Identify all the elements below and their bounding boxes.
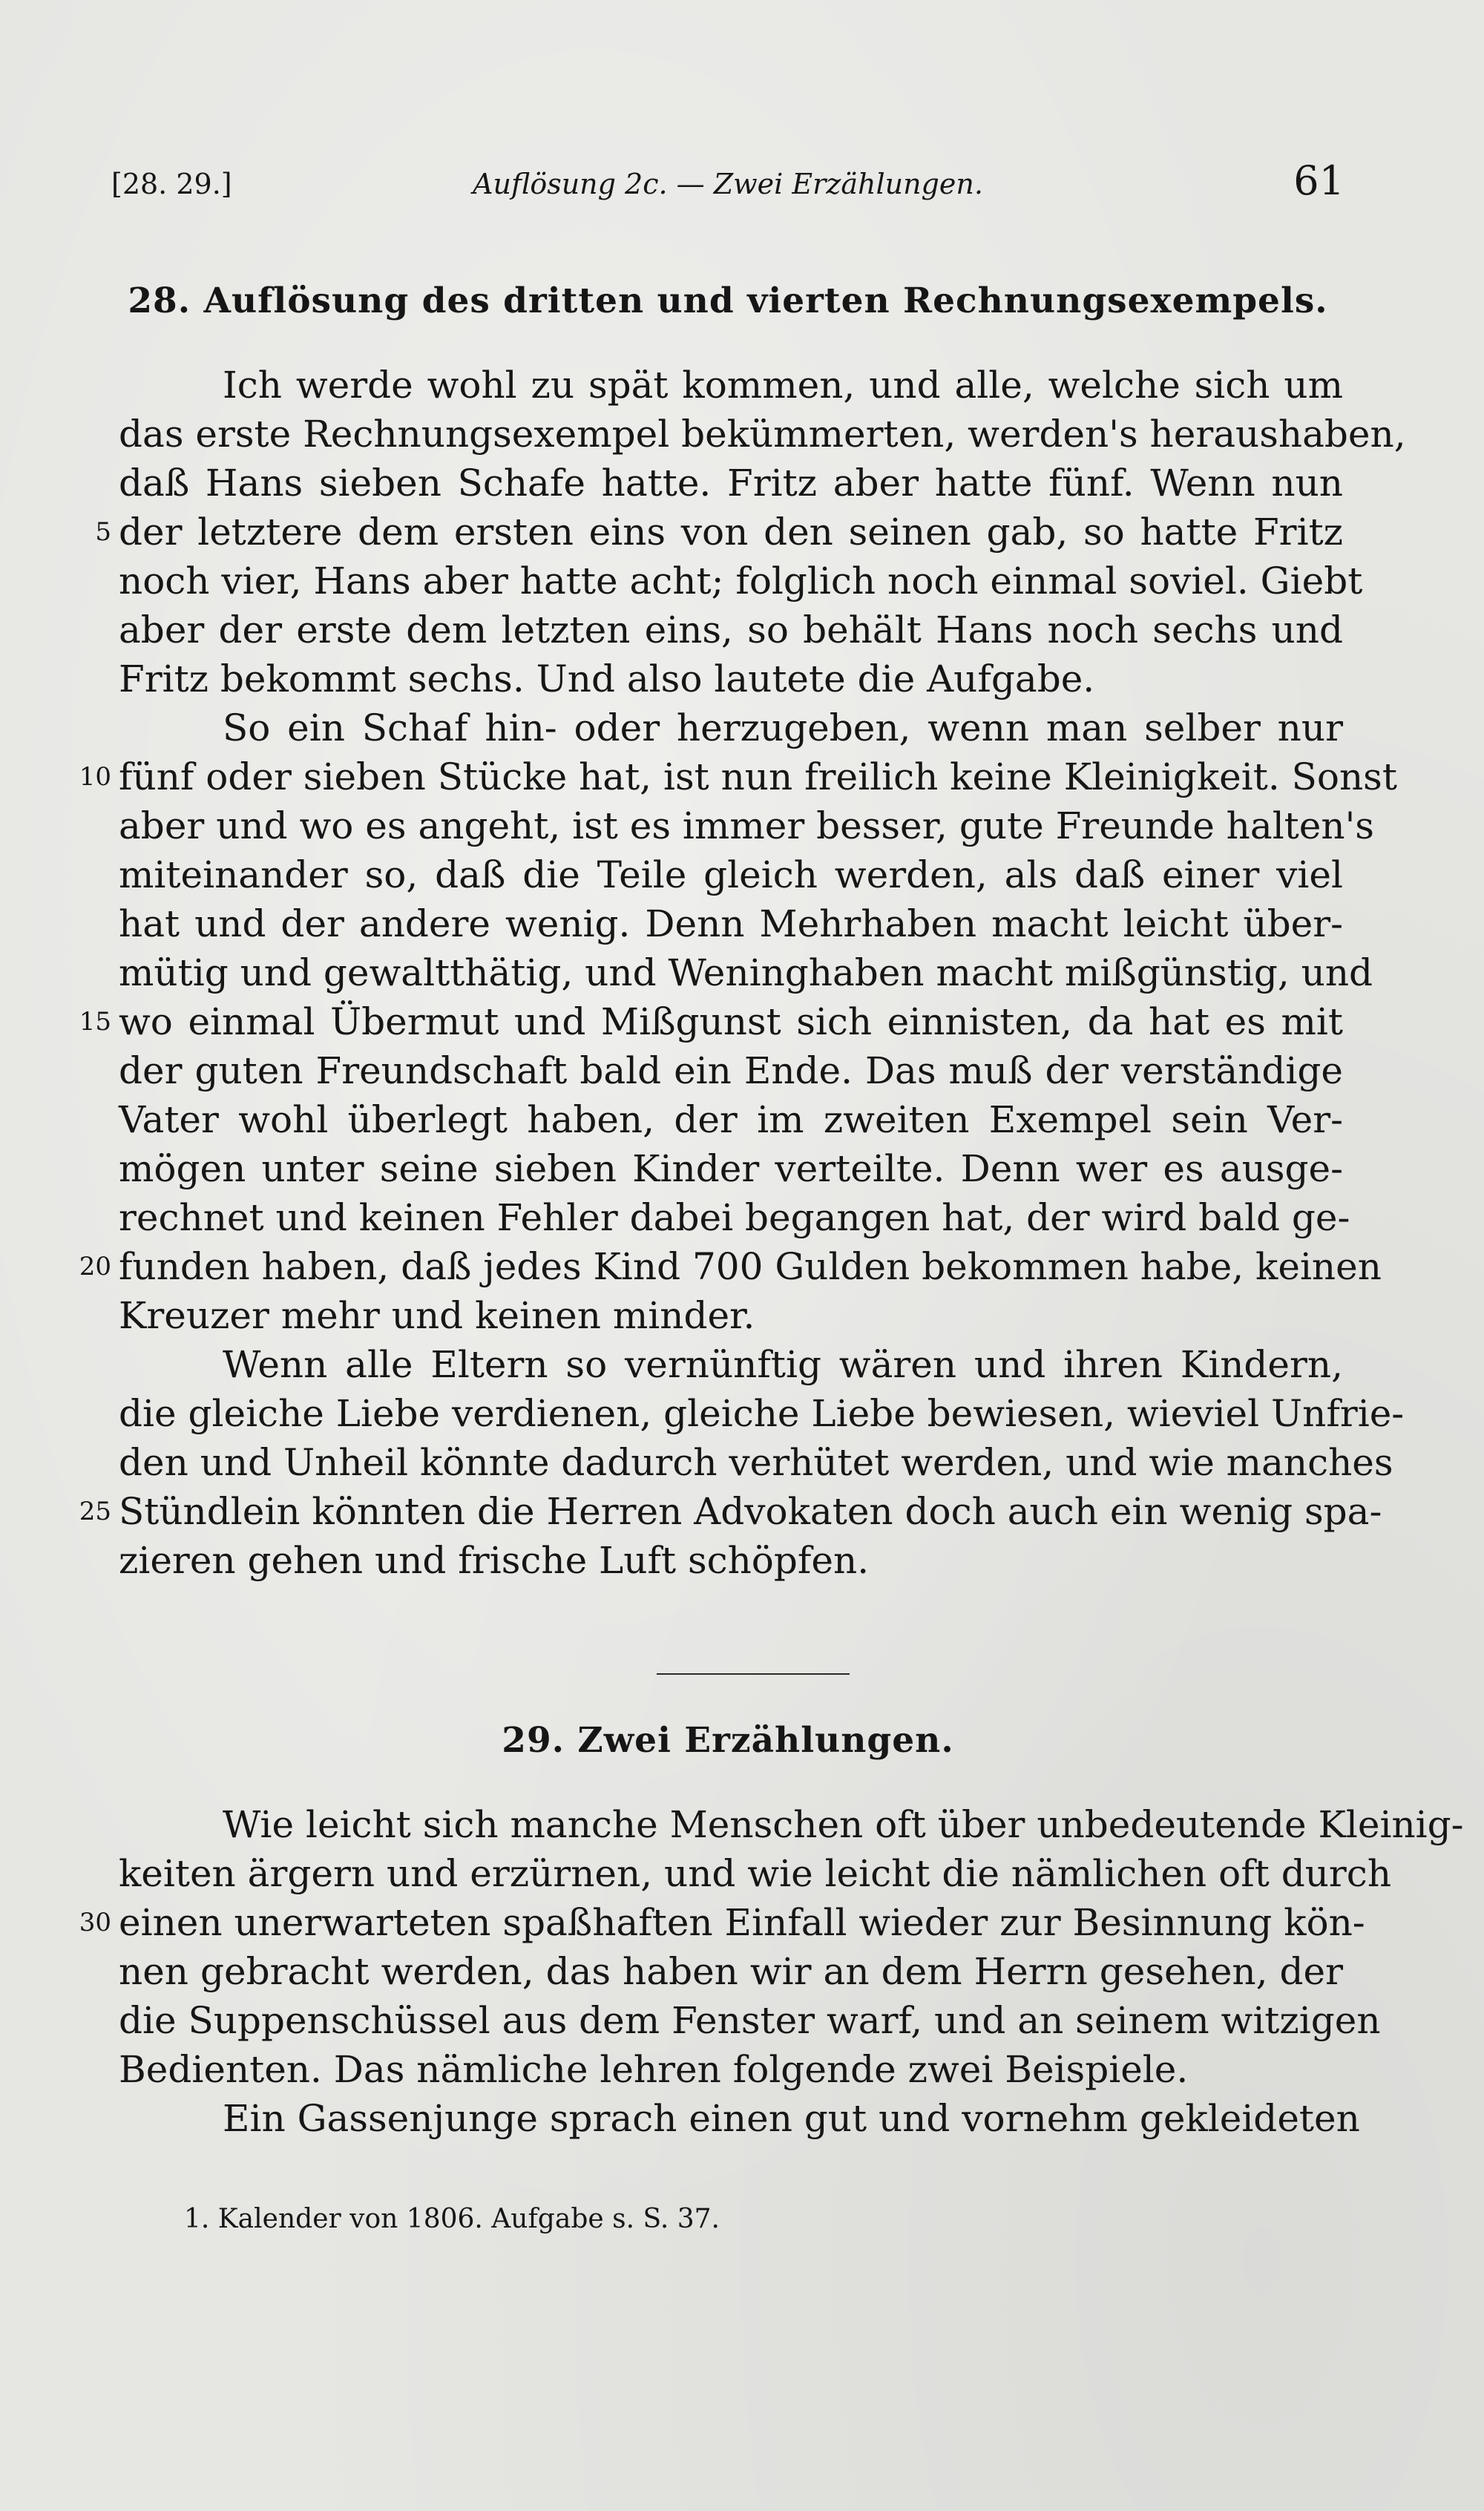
text-line: nen gebracht werden, das haben wir an dem Herrn gesehen, der [119, 1950, 1343, 1993]
text-line: die gleiche Liebe verdienen, gleiche Liebe bewiesen, wieviel Unfrie- [119, 1392, 1405, 1435]
text-line: Bedienten. Das nämliche lehren folgende zwei Beispiele. [119, 2048, 1189, 2091]
text-line: einen unerwarteten spaßhaften Einfall wieder zur Besinnung kön- [119, 1901, 1365, 1944]
section-29-heading: 29. Zwei Erzählungen. [502, 1720, 954, 1761]
text-line: Ich werde wohl zu spät kommen, und alle, welche sich um [223, 364, 1343, 407]
text-line: Wie leicht sich manche Menschen oft über unbedeutende Kleinig- [223, 1803, 1464, 1846]
text-line: zieren gehen und frische Luft schöpfen. [119, 1539, 870, 1582]
text-line: keiten ärgern und erzürnen, und wie leicht die nämlichen oft durch [119, 1852, 1392, 1895]
page-number: 61 [1293, 157, 1345, 204]
line-number: 25 [79, 1497, 111, 1526]
line-number: 30 [79, 1908, 111, 1937]
text-line: aber und wo es angeht, ist es immer besser, gute Freunde halten's [119, 804, 1374, 847]
text-line: funden haben, daß jedes Kind 700 Gulden bekommen habe, keinen [119, 1245, 1382, 1288]
footnote: 1. Kalender von 1806. Aufgabe s. S. 37. [184, 2204, 720, 2234]
text-line: miteinander so, daß die Teile gleich werden, als daß einer viel [119, 853, 1343, 896]
section-divider [657, 1673, 850, 1675]
text-line: daß Hans sieben Schafe hatte. Fritz aber hatte fünf. Wenn nun [119, 462, 1343, 505]
text-line: Fritz bekommt sechs. Und also lautete die Aufgabe. [119, 657, 1095, 700]
line-number: 15 [79, 1007, 111, 1037]
text-line: rechnet und keinen Fehler dabei begangen hat, der wird bald ge- [119, 1196, 1350, 1239]
text-line: mögen unter seine sieben Kinder verteilte. Denn wer es ausge- [119, 1147, 1343, 1190]
text-line: das erste Rechnungsexempel bekümmerten, werden's heraushaben, [119, 413, 1406, 456]
line-number: 5 [95, 517, 111, 547]
text-line: wo einmal Übermut und Mißgunst sich einnisten, da hat es mit [119, 1000, 1343, 1043]
text-line: So ein Schaf hin- oder herzugeben, wenn man selber nur [223, 706, 1343, 749]
header-title: Auflösung 2c. — Zwei Erzählungen. [473, 168, 983, 200]
text-line: fünf oder sieben Stücke hat, ist nun freilich keine Kleinigkeit. Sonst [119, 755, 1397, 798]
text-line: Stündlein könnten die Herren Advokaten doch auch ein wenig spa- [119, 1490, 1382, 1533]
text-line: aber der erste dem letzten eins, so behält Hans noch sechs und [119, 608, 1343, 651]
text-line: Vater wohl überlegt haben, der im zweiten Exempel sein Ver- [119, 1098, 1343, 1141]
text-line: Ein Gassenjunge sprach einen gut und vornehm gekleideten [223, 2097, 1360, 2140]
text-line: noch vier, Hans aber hatte acht; folglich noch einmal soviel. Giebt [119, 559, 1363, 603]
text-line: der letztere dem ersten eins von den seinen gab, so hatte Fritz [119, 511, 1343, 554]
running-header [111, 157, 1345, 209]
text-line: mütig und gewaltthätig, und Weninghaben macht mißgünstig, und [119, 951, 1373, 994]
text-line: Wenn alle Eltern so vernünftig wären und ihren Kindern, [223, 1343, 1343, 1386]
line-number: 20 [79, 1252, 111, 1281]
text-line: den und Unheil könnte dadurch verhütet werden, und wie manches [119, 1441, 1393, 1484]
text-line: der guten Freundschaft bald ein Ende. Das muß der verständige [119, 1049, 1343, 1092]
text-line: die Suppenschüssel aus dem Fenster warf, und an seinem witzigen [119, 1999, 1381, 2042]
header-section-range: [28. 29.] [111, 168, 232, 200]
section-28-heading: 28. Auflösung des dritten und vierten Rechnungsexempels. [128, 280, 1328, 321]
text-line: Kreuzer mehr und keinen minder. [119, 1294, 755, 1337]
line-number: 10 [79, 762, 111, 792]
text-line: hat und der andere wenig. Denn Mehrhaben macht leicht über- [119, 902, 1343, 945]
